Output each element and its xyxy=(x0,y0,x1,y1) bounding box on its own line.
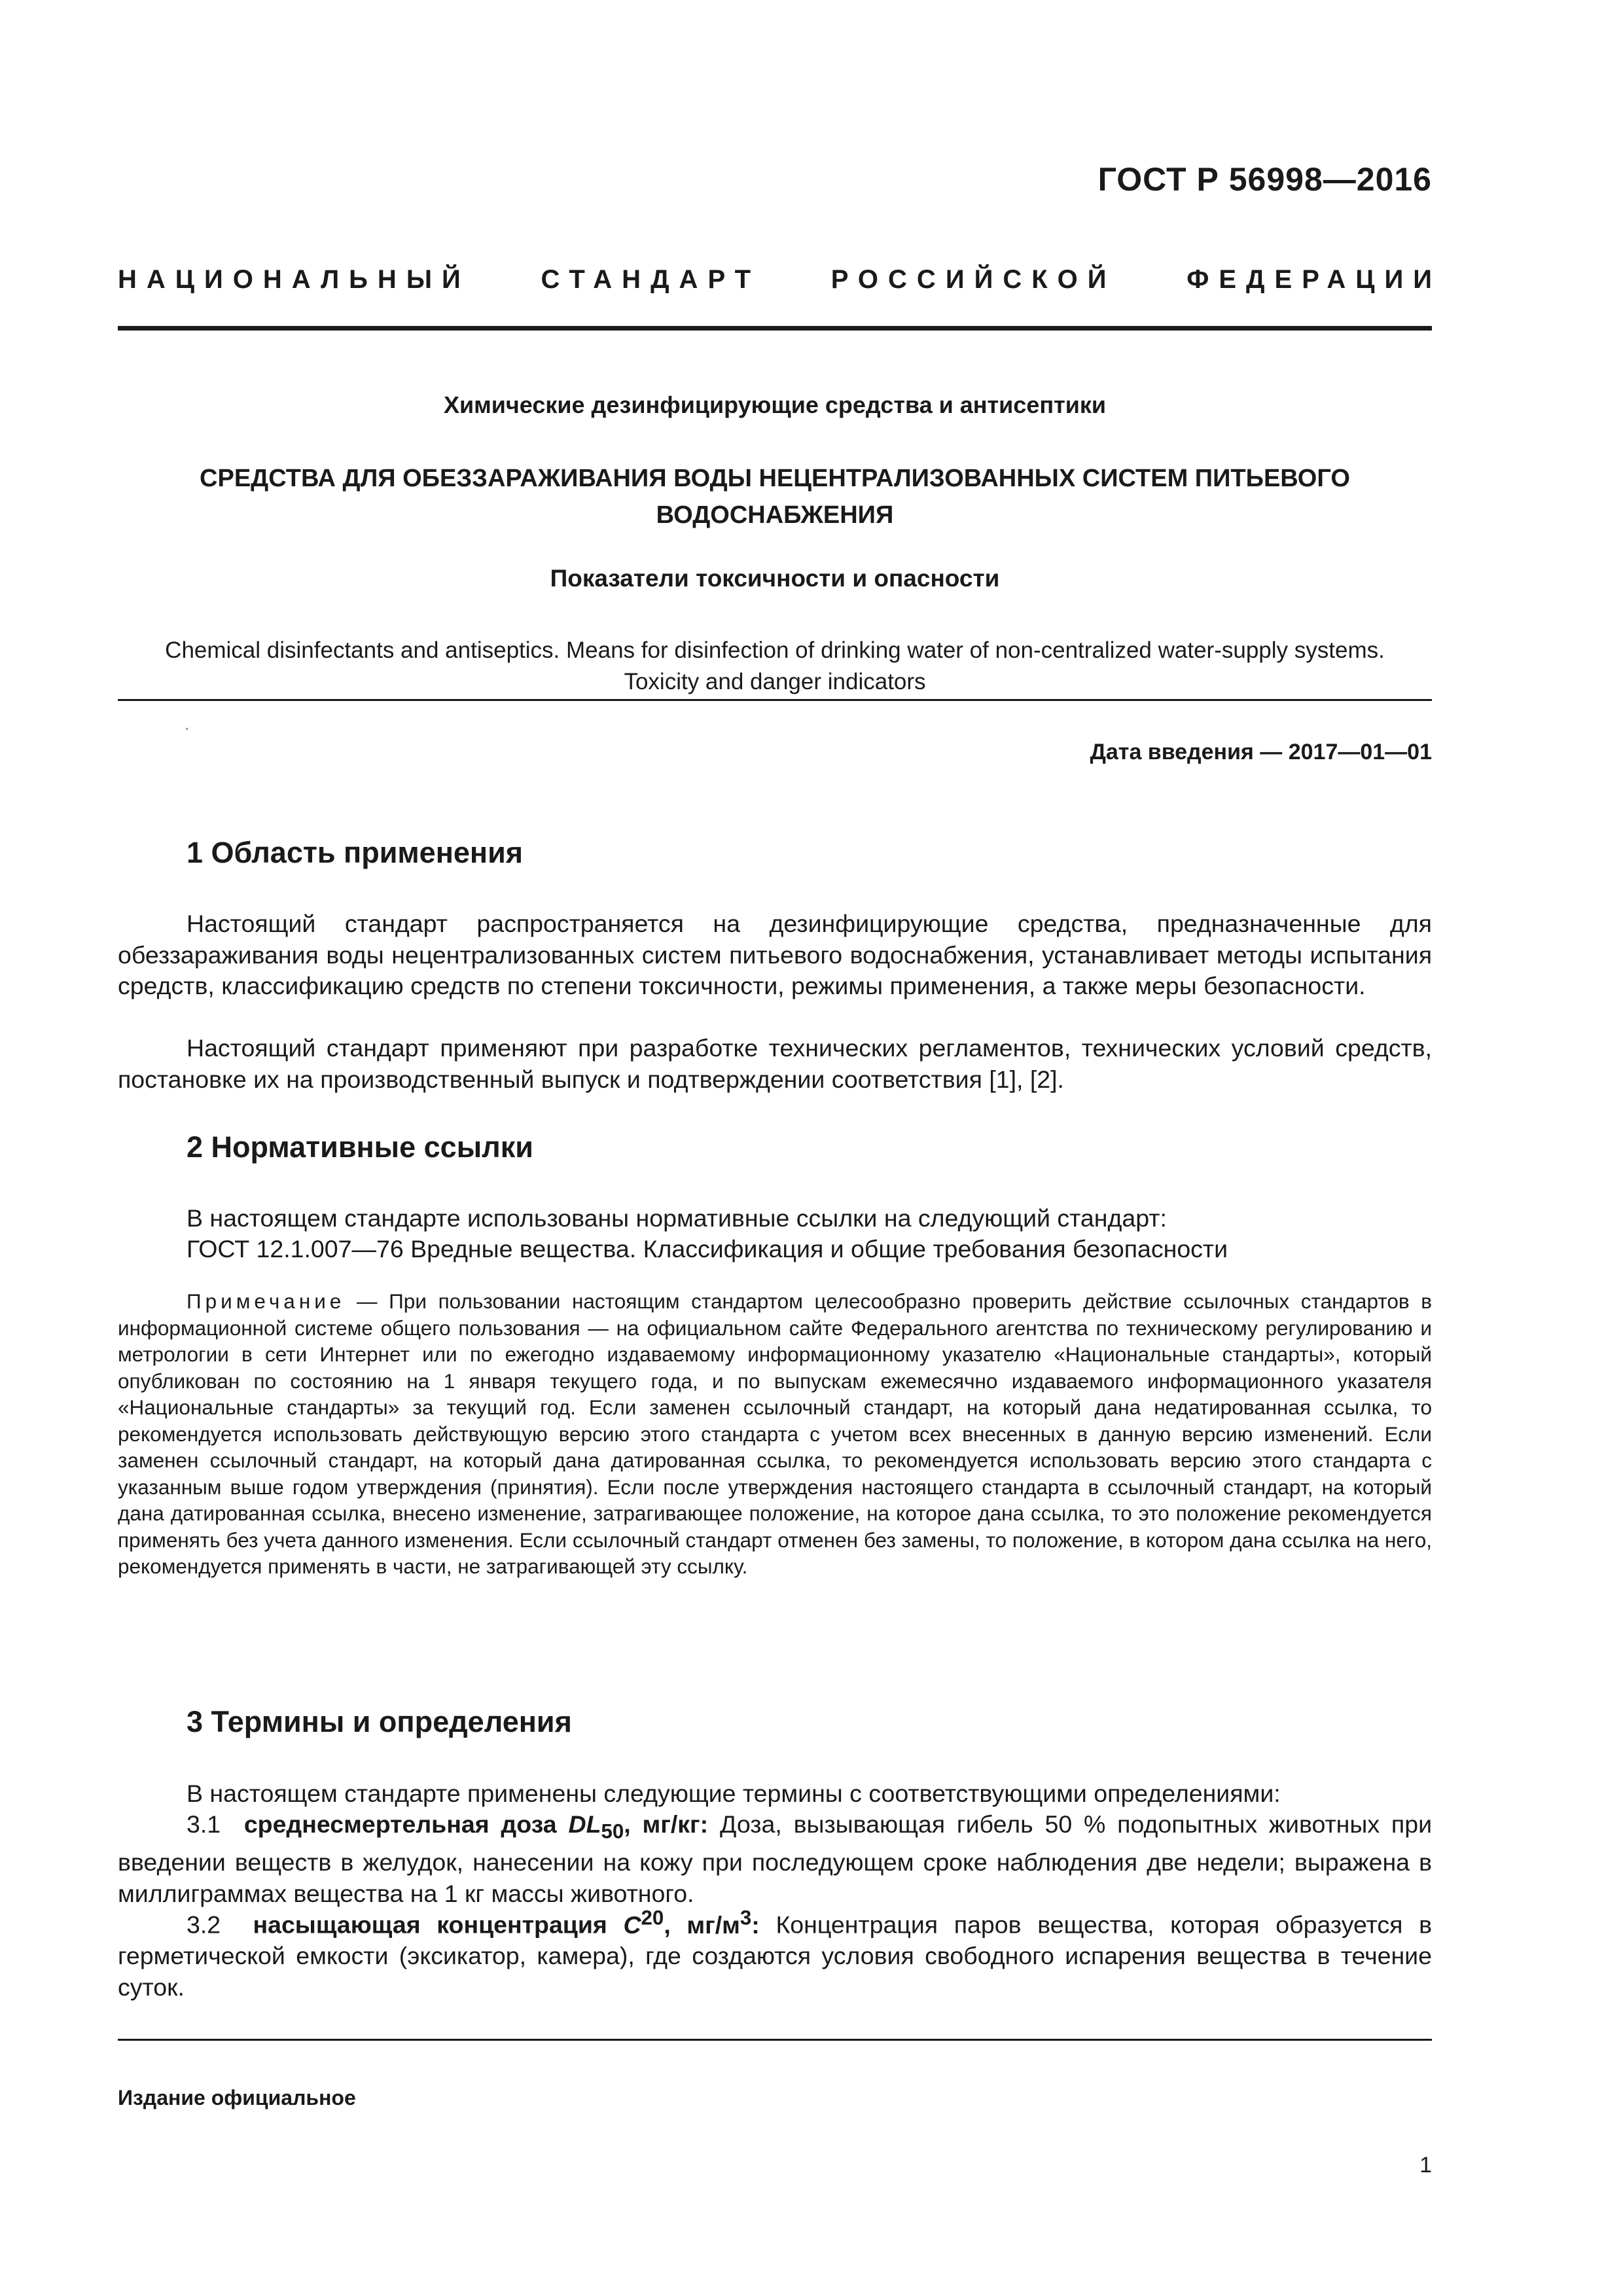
section-1-heading: 1 Область применения xyxy=(187,836,524,869)
term-subscript: 50 xyxy=(601,1820,624,1843)
english-title-line: Chemical disinfectants and antiseptics. Means for disinfection of drinking water of non-centralized water-supply systems. xyxy=(165,637,1385,663)
term-definition xyxy=(118,1902,1432,2003)
note-text: — При пользовании настоящим стандартом целесообразно проверить действие ссылочных стандартов в информационной системе общего пользования — на официальном сайте Федерального агентства по техническому регулированию и метрологии в сети Интернет или по ежегодно издаваемому информационному указателю «Национальные стандарты», который опубликован по состоянию на 1 января текущего года, и по выпускам ежемесячно издаваемого информационного указателя «Национальные стандарты» за текущий год. Если заменен ссылочный стандарт, на который дана недатированная ссылка, то рекомендуется использовать действующую версию этого стандарта с учетом всех внесенных в данную версию изменений. Если заменен ссылочный стандарт, на который дана датированная ссылка, то рекомендуется использовать версию этого стандарта с указанным выше годом утверждения (принятия). Если после утверждения настоящего стандарта в ссылочный стандарт, на который дана датированная ссылка, внесено изменение, затрагивающее положение, на которое дана ссылка, то это положение рекомендуется применять без учета данного изменения. Если ссылочный стандарт отменен без замены, то положение, в котором дана ссылка на него, рекомендуется применять в части, не затрагивающей эту ссылку. xyxy=(118,1289,1432,1578)
term-definition xyxy=(118,1809,1432,1909)
page-number: 1 xyxy=(1419,2153,1432,2178)
term-symbol: DL xyxy=(568,1810,601,1838)
banner-word: ФЕДЕРАЦИИ xyxy=(1186,265,1442,294)
term-number: 3.1 xyxy=(187,1810,221,1838)
term-text: Доза, вызывающая гибель 50 % подопытных животных при введении веществ в желудок, нанесении на кожу при последующем сроке наблюдения две недели; выражена в миллиграммах вещества на 1 кг массы животного. xyxy=(118,1810,1433,1907)
term-name: среднесмертельная доза xyxy=(243,1810,557,1838)
term-number: 3.2 xyxy=(187,1910,221,1939)
term-superscript: 20 xyxy=(641,1906,664,1929)
term-unit: , мг/кг: xyxy=(624,1810,709,1838)
subtitle: Показатели токсичности и опасности xyxy=(550,565,1000,592)
section-1-paragraph: Настоящий стандарт применяют при разработке технических регламентов, технических условий средств, постановке их на производственный выпуск и подтверждении соответствия [1], [2]. xyxy=(118,1034,1432,1093)
header-divider xyxy=(118,326,1432,331)
reference-item: ГОСТ 12.1.007—76 Вредные вещества. Классификация и общие требования безопасности xyxy=(187,1235,1228,1263)
main-title: СРЕДСТВА ДЛЯ ОБЕЗЗАРАЖИВАНИЯ ВОДЫ НЕЦЕНТРАЛИЗОВАННЫХ СИСТЕМ ПИТЬЕВОГО ВОДОСНАБЖЕНИЯ xyxy=(200,465,1350,529)
national-standard-banner xyxy=(118,265,1442,295)
english-title-line: Toxicity and danger indicators xyxy=(624,669,926,694)
banner-word: НАЦИОНАЛЬНЫЙ xyxy=(118,265,471,294)
introduction-date: Дата введения — 2017—01—01 xyxy=(1090,740,1432,764)
note-block xyxy=(118,1288,1432,1580)
edition-label: Издание официальное xyxy=(118,2086,356,2109)
term-unit: , мг/м xyxy=(664,1910,740,1939)
title-divider xyxy=(118,699,1432,701)
term-text: Концентрация паров вещества, которая образуется в герметической емкости (эксикатор, камера), где создаются условия свободного испарения вещества в течение суток. xyxy=(118,1910,1433,2001)
term-unit-superscript: 3 xyxy=(740,1906,752,1929)
section-3-heading: 3 Термины и определения xyxy=(187,1705,572,1738)
note-label: Примечание xyxy=(187,1289,346,1313)
banner-word: РОССИЙСКОЙ xyxy=(830,265,1116,294)
term-name: насыщающая концентрация xyxy=(253,1910,607,1939)
english-title xyxy=(118,635,1432,698)
footer-divider xyxy=(118,2039,1432,2041)
document-number: ГОСТ Р 56998—2016 xyxy=(1097,161,1432,198)
banner-word: СТАНДАРТ xyxy=(541,265,761,294)
terms-intro: В настоящем стандарте применены следующие термины с соответствующими определениями: xyxy=(187,1780,1281,1807)
section-2-heading: 2 Нормативные ссылки xyxy=(187,1130,533,1164)
section-1-paragraph: Настоящий стандарт распространяется на дезинфицирующие средства, предназначенные для обеззараживания воды нецентрализованных систем питьевого водоснабжения, устанавливает методы испытания средств, классификацию средств по степени токсичности, режимы применения, а также меры безопасности. xyxy=(118,910,1432,999)
category-title: Химические дезинфицирующие средства и антисептики xyxy=(444,391,1106,418)
term-symbol: C xyxy=(623,1910,641,1939)
references-intro: В настоящем стандарте использованы нормативные ссылки на следующий стандарт: xyxy=(187,1204,1167,1232)
scan-speck xyxy=(186,728,188,730)
term-unit-tail: : xyxy=(751,1910,760,1939)
